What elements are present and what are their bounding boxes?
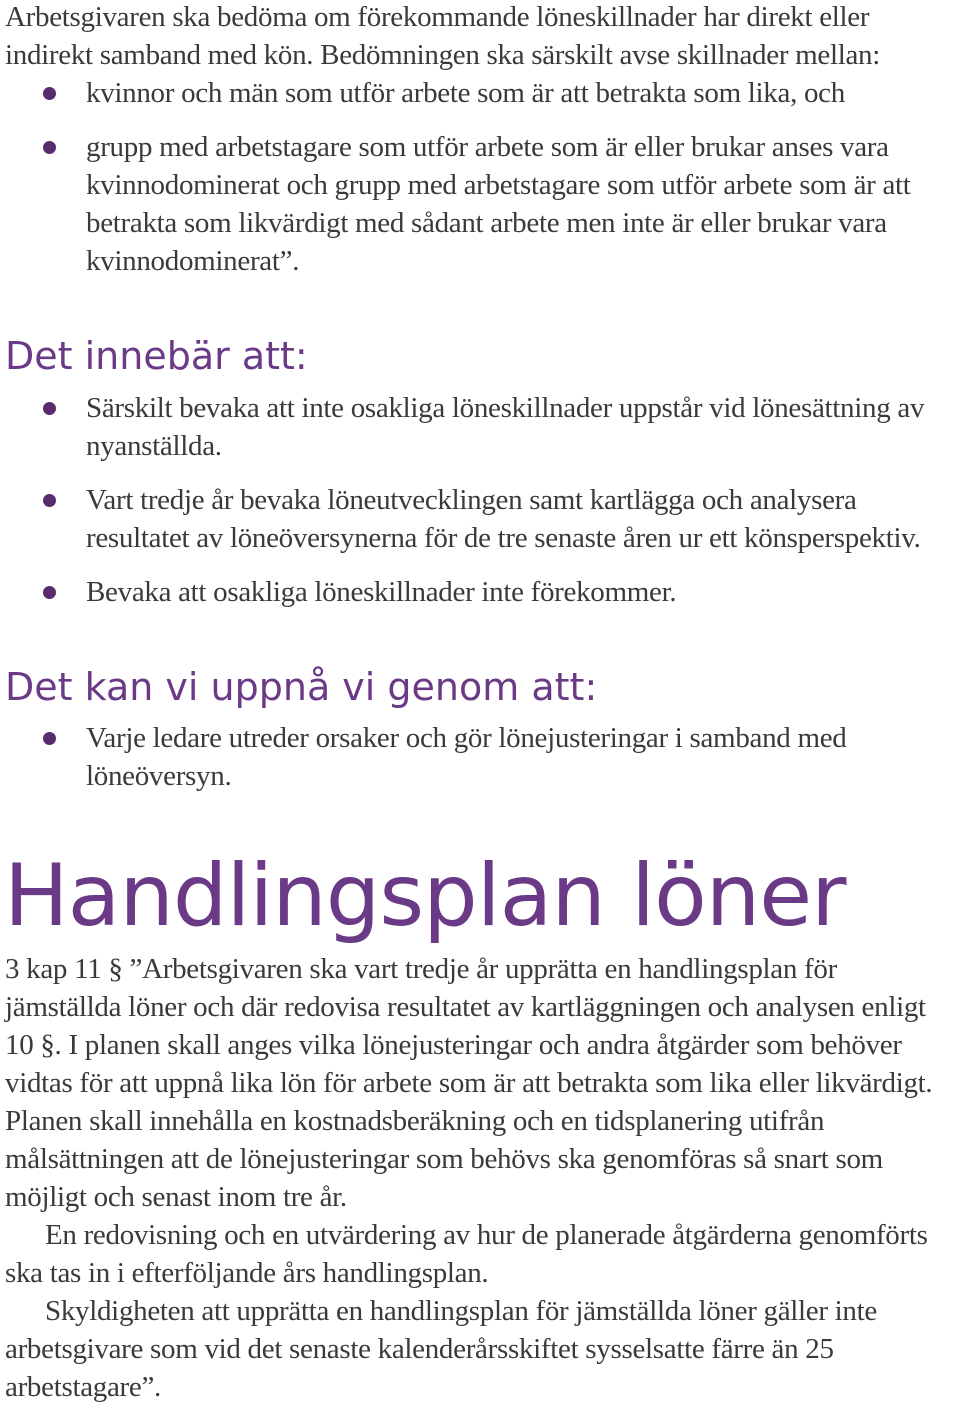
list-item: Särskilt bevaka att inte osakliga löneskillnader uppstår vid lönesättning av nyanställda. [0, 389, 960, 465]
intro-line-2: indirekt samband med kön. Bedömningen ska särskilt avse skillnader mellan: [5, 39, 881, 71]
plan-paragraph-1: 3 kap 11 § ”Arbetsgivaren ska vart tredje år upprätta en handlingsplan för jämställda löner och där redovisa resultatet av kartläggningen och analysen enligt 10 §. I planen skall anges vilka lönejusteringar och andra åtgärder som behöver vidtas för att uppnå lika lön för arbete som är att betrakta som lika eller likvärdigt. Planen skall innehålla en kostnadsberäkning och en tidsplanering utifrån målsättningen att de lönejusteringar som behövs ska genomföras så snart som möjligt och senast inom tre år. [5, 953, 933, 1213]
bullet-dot-icon [43, 586, 56, 599]
section1-bullet-list [0, 389, 960, 611]
plan-body [5, 950, 960, 1406]
bullet-dot-icon [43, 402, 56, 415]
list-item: kvinnor och män som utför arbete som är att betrakta som lika, och [0, 74, 960, 112]
bullet-dot-icon [43, 494, 56, 507]
plan-paragraph-2: En redovisning och en utvärdering av hur de planerade åtgärderna genomförts ska tas in i efterföljande års handlingsplan. [5, 1219, 928, 1289]
list-item: Bevaka att osakliga löneskillnader inte förekommer. [0, 573, 960, 611]
list-item: Varje ledare utreder orsaker och gör lönejusteringar i samband med löneöversyn. [0, 719, 960, 795]
page-title: Handlingsplan löner [4, 846, 846, 946]
section-heading-det-kan-vi: Det kan vi uppnå vi genom att: [5, 665, 598, 709]
bullet-dot-icon [43, 87, 56, 100]
intro-bullet-list [0, 74, 960, 280]
section-heading-det-innebar: Det innebär att: [5, 334, 308, 378]
bullet-dot-icon [43, 732, 56, 745]
intro-paragraph [5, 0, 960, 74]
intro-line-1: Arbetsgivaren ska bedöma om förekommande löneskillnader har direkt eller [5, 1, 870, 33]
section2-bullet-list [0, 719, 960, 795]
bullet-dot-icon [43, 141, 56, 154]
plan-paragraph-3: Skyldigheten att upprätta en handlingsplan för jämställda löner gäller inte arbetsgivare som vid det senaste kalenderårsskiftet sysselsatte färre än 25 arbetstagare”. [5, 1295, 877, 1403]
list-item: grupp med arbetstagare som utför arbete som är eller brukar anses vara kvinnodominerat och grupp med arbetstagare som utför arbete som är att betrakta som likvärdigt med sådant arbete men inte är eller brukar vara kvinnodominerat”. [0, 128, 960, 280]
list-item: Vart tredje år bevaka löneutvecklingen samt kartlägga och analysera resultatet av löneöversynerna för de tre senaste åren ur ett könsperspektiv. [0, 481, 960, 557]
